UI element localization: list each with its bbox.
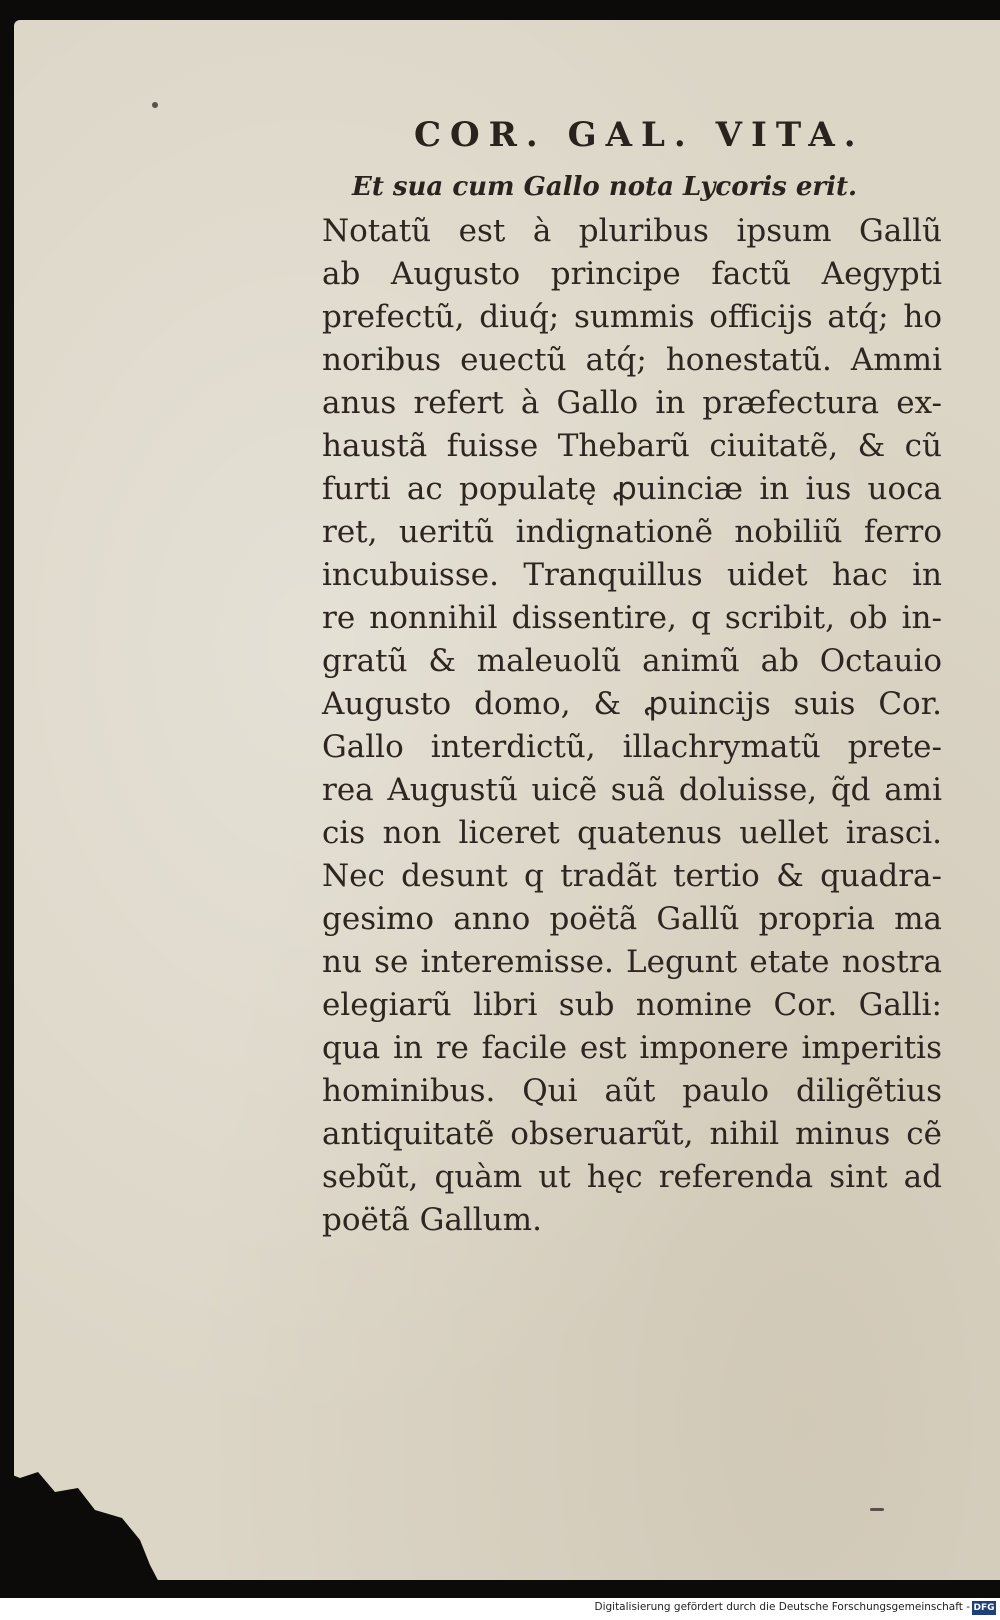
text-line: Nec desunt q tradãt tertio & quadra-: [322, 858, 942, 894]
text-line: noribus euectũ atq́; honestatũ. Ammi: [322, 342, 942, 378]
text-line: haustã fuisse Thebarũ ciuitatẽ, & cũ: [322, 428, 942, 464]
verse-line: Et sua cum Gallo nota Lycoris erit.: [352, 172, 858, 202]
footer-bar: [0, 1598, 1000, 1620]
text-line: Gallo interdictũ, illachrymatũ prete-: [322, 729, 942, 765]
torn-corner-damage: [0, 1470, 170, 1598]
text-line: hominibus. Qui aũt paulo diligẽtius: [322, 1073, 942, 1109]
text-line: antiquitatẽ obseruarũt, nihil minus cẽ: [322, 1116, 942, 1152]
text-line: cis non liceret quatenus uellet irasci.: [322, 815, 942, 851]
text-line: gratũ & maleuolũ animũ ab Octauio: [322, 643, 942, 679]
text-line: prefectũ, diuq́; summis officijs atq́; ho: [322, 299, 942, 335]
text-line: poëtã Gallum.: [322, 1202, 542, 1238]
dfg-logo: DFG: [973, 1603, 995, 1613]
running-head: COR. GAL. VITA.: [414, 115, 865, 155]
text-line: Augusto domo, & ꝓuincijs suis Cor.: [322, 686, 942, 722]
text-line: nu se interemisse. Legunt etate nostra: [322, 944, 942, 980]
text-line: rea Augustũ uicẽ suã doluisse, q̃d ami: [322, 772, 942, 808]
text-line: furti ac populatę ꝓuinciæ in ius uoca: [322, 471, 942, 507]
text-line: re nonnihil dissentire, q scribit, ob in-: [322, 600, 942, 636]
text-line: anus refert à Gallo in præfectura ex-: [322, 385, 942, 421]
ink-speck: [152, 102, 158, 108]
text-line: elegiarũ libri sub nomine Cor. Galli:: [322, 987, 942, 1023]
body-text: [322, 210, 942, 1242]
text-line: sebũt, quàm ut hęc referenda sint ad: [322, 1159, 942, 1195]
text-line: Notatũ est à pluribus ipsum Gallũ: [322, 213, 942, 249]
text-line: ret, ueritũ indignationẽ nobiliũ ferro: [322, 514, 942, 550]
text-line: incubuisse. Tranquillus uidet hac in: [322, 557, 942, 593]
text-line: gesimo anno poëtã Gallũ propria ma: [322, 901, 942, 937]
funding-credit: Digitalisierung gefördert durch die Deutsche Forschungsgemeinschaft -: [594, 1601, 970, 1613]
text-line: qua in re facile est imponere imperitis: [322, 1030, 942, 1066]
ink-speck: [870, 1508, 884, 1511]
book-page: [14, 20, 1000, 1580]
text-line: ab Augusto principe factũ Aegypti: [322, 256, 942, 292]
